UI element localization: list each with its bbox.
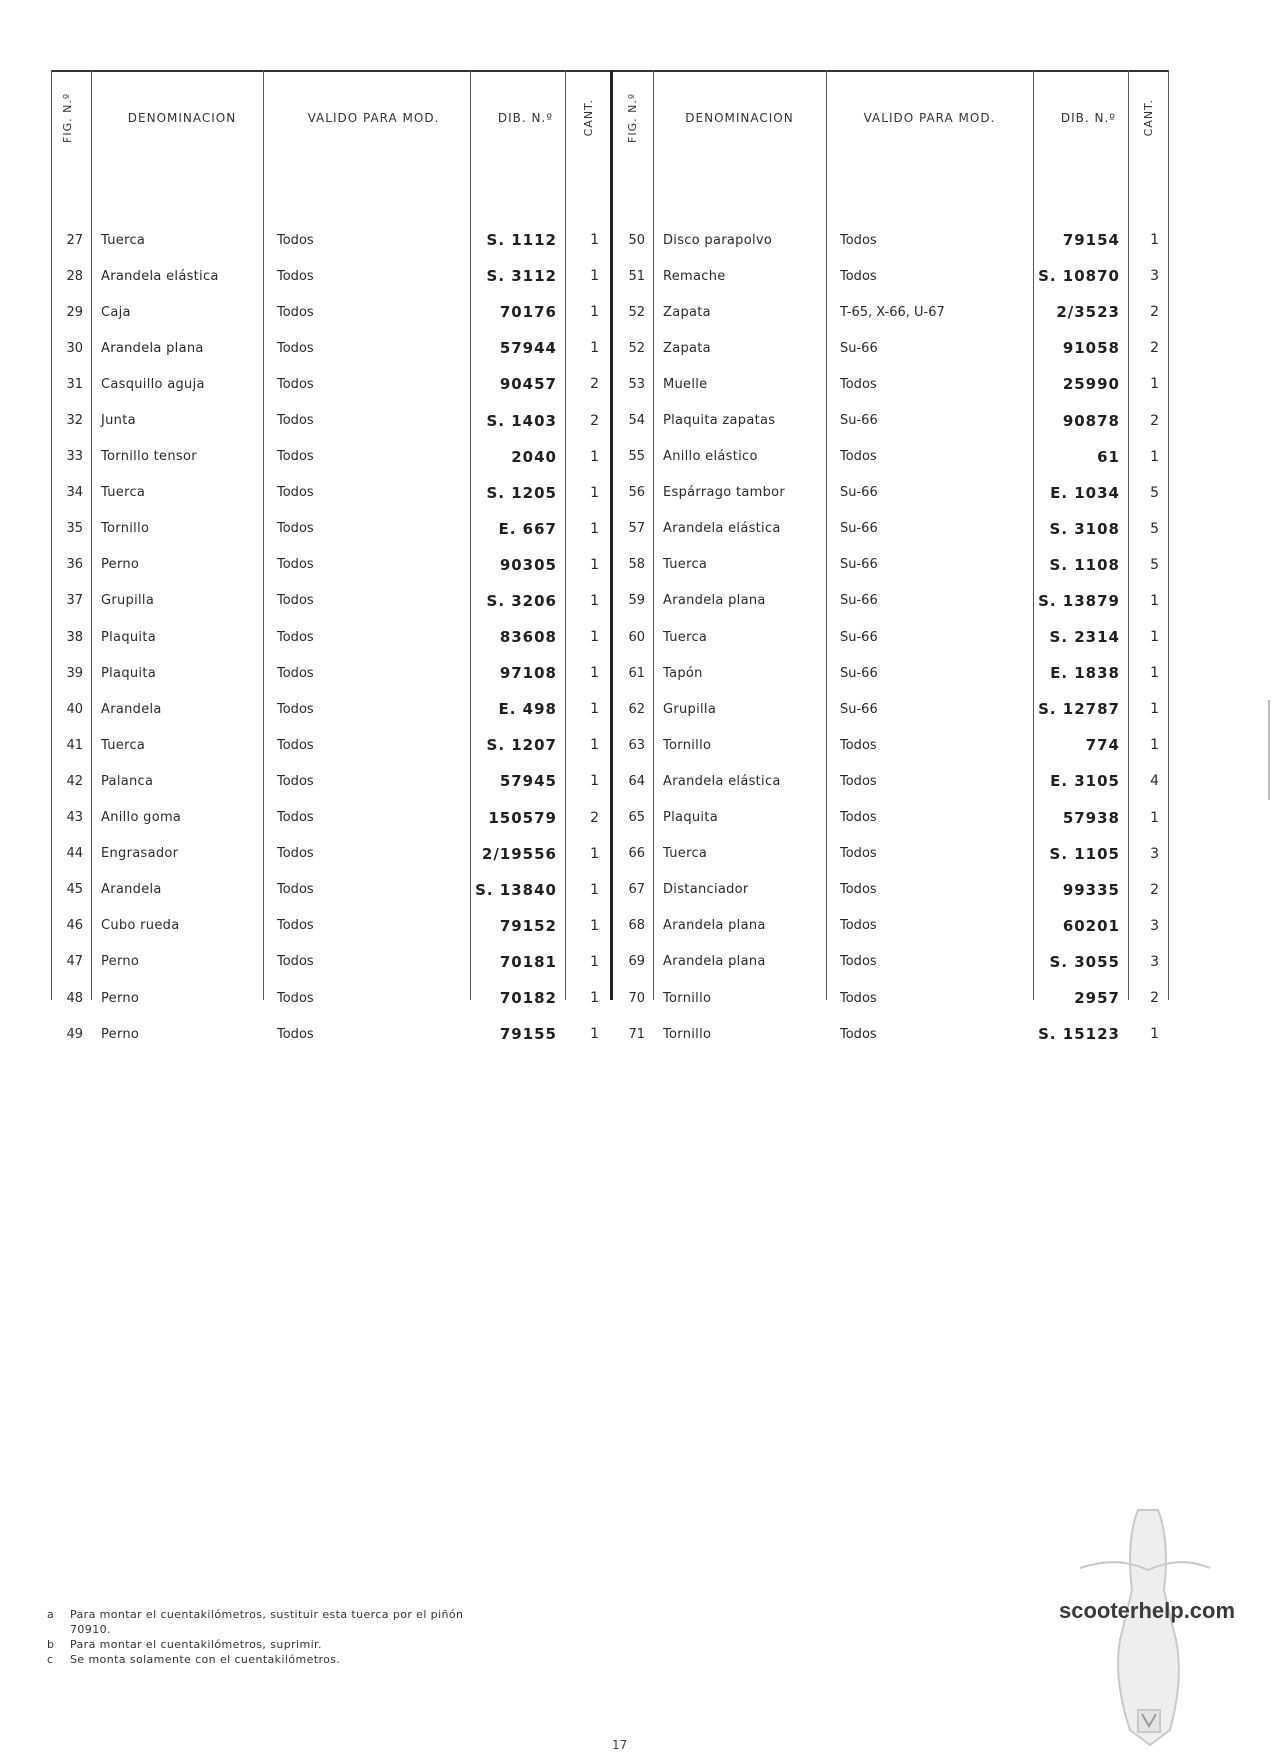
drawing-number: S. 3055 [1049, 952, 1120, 971]
drawing-number: 91058 [1062, 339, 1120, 358]
valid-models: Todos [277, 665, 314, 681]
valid-models: Su-66 [840, 629, 878, 645]
drawing-number: 60201 [1062, 916, 1120, 935]
valid-models: Todos [277, 1026, 314, 1042]
valid-models: Todos [277, 810, 314, 826]
valid-models: Todos [277, 376, 314, 392]
rule-after-dib-right [1128, 70, 1129, 1000]
part-name: Anillo goma [101, 810, 182, 826]
drawing-number: 90457 [499, 375, 557, 394]
fig-number: 45 [66, 882, 83, 898]
part-name: Palanca [101, 773, 154, 789]
fig-number: 43 [66, 810, 83, 826]
drawing-number: 2/3523 [1056, 303, 1120, 322]
fig-number: 27 [66, 232, 83, 248]
fig-number: 31 [66, 376, 83, 392]
quantity: 1 [1150, 809, 1159, 826]
header-valid-left: VALIDO PARA MOD. [307, 111, 440, 125]
scooter-watermark-icon [1060, 1500, 1275, 1751]
drawing-number: S. 1205 [486, 483, 557, 502]
quantity: 1 [590, 665, 599, 682]
valid-models: Su-66 [840, 557, 878, 573]
drawing-number: 83608 [499, 628, 557, 647]
fig-number: 53 [628, 376, 645, 392]
part-name: Tornillo [101, 521, 150, 537]
valid-models: Todos [840, 810, 877, 826]
rule-left-edge [51, 70, 52, 1000]
drawing-number: S. 1108 [1049, 555, 1120, 574]
part-name: Tornillo [663, 990, 712, 1006]
header-name-right: DENOMINACION [685, 111, 794, 125]
quantity: 1 [1150, 737, 1159, 754]
part-name: Tuerca [663, 557, 708, 573]
fig-number: 40 [66, 701, 83, 717]
quantity: 1 [590, 990, 599, 1007]
part-name: Espárrago tambor [663, 485, 786, 501]
valid-models: Todos [277, 773, 314, 789]
drawing-number: S. 13840 [475, 880, 557, 899]
part-name: Zapata [663, 340, 711, 356]
footnote-mark: b [47, 1638, 55, 1651]
part-name: Distanciador [663, 882, 749, 898]
drawing-number: S. 2314 [1049, 628, 1120, 647]
quantity: 2 [1150, 990, 1159, 1007]
part-name: Anillo elástico [663, 449, 758, 465]
drawing-number: 79155 [499, 1025, 557, 1044]
fig-number: 46 [66, 918, 83, 934]
quantity: 3 [1150, 845, 1159, 862]
part-name: Disco parapolvo [663, 232, 773, 248]
quantity: 5 [1150, 556, 1159, 573]
drawing-number: 70176 [499, 303, 557, 322]
part-name: Tuerca [663, 846, 708, 862]
footnote-text: Para montar el cuentakilómetros, sustituir esta tuerca por el piñón [70, 1608, 464, 1621]
rule-after-valid-left [470, 70, 471, 1000]
part-name: Arandela plana [663, 954, 766, 970]
drawing-number: 25990 [1062, 375, 1120, 394]
drawing-number: E. 1838 [1050, 664, 1120, 683]
drawing-number: S. 3108 [1049, 519, 1120, 538]
fig-number: 67 [628, 882, 645, 898]
quantity: 1 [1150, 592, 1159, 609]
valid-models: Todos [277, 304, 314, 320]
valid-models: Todos [277, 593, 314, 609]
quantity: 3 [1150, 917, 1159, 934]
footnote-text: Para montar el cuentakilómetros, suprimir. [70, 1638, 322, 1651]
quantity: 1 [590, 737, 599, 754]
valid-models: Todos [840, 449, 877, 465]
fig-number: 38 [66, 629, 83, 645]
watermark-text: scooterhelp.com [1059, 1598, 1236, 1623]
drawing-number: S. 1207 [486, 736, 557, 755]
drawing-number: S. 1403 [486, 411, 557, 430]
valid-models: Todos [277, 882, 314, 898]
part-name: Plaquita zapatas [663, 413, 776, 429]
part-name: Perno [101, 1026, 140, 1042]
rule-after-valid-right [1033, 70, 1034, 1000]
footnote-c [47, 1652, 567, 1667]
valid-models: Todos [840, 232, 877, 248]
part-name: Arandela elástica [663, 521, 781, 537]
quantity: 2 [590, 376, 599, 393]
drawing-number: S. 12787 [1038, 700, 1120, 719]
part-name: Engrasador [101, 846, 179, 862]
drawing-number: 2957 [1074, 989, 1120, 1008]
fig-number: 37 [66, 593, 83, 609]
drawing-number: E. 1034 [1050, 483, 1120, 502]
drawing-number: 79154 [1062, 231, 1120, 250]
rule-after-name-left [263, 70, 264, 1000]
drawing-number: 70182 [499, 989, 557, 1008]
fig-number: 36 [66, 557, 83, 573]
quantity: 1 [590, 304, 599, 321]
quantity: 1 [590, 556, 599, 573]
drawing-number: 61 [1097, 447, 1120, 466]
valid-models: Todos [277, 954, 314, 970]
quantity: 2 [1150, 304, 1159, 321]
part-name: Tuerca [101, 737, 146, 753]
fig-number: 42 [66, 773, 83, 789]
part-name: Tuerca [101, 232, 146, 248]
rule-right-edge [1168, 70, 1169, 1000]
valid-models: Todos [840, 376, 877, 392]
valid-models: Todos [840, 846, 877, 862]
quantity: 1 [590, 701, 599, 718]
quantity: 1 [590, 340, 599, 357]
part-name: Zapata [663, 304, 711, 320]
part-name: Plaquita [101, 629, 156, 645]
header-name-left: DENOMINACION [127, 111, 237, 125]
fig-number: 71 [628, 1026, 645, 1042]
part-name: Tornillo tensor [101, 449, 197, 465]
fig-number: 66 [628, 846, 645, 862]
valid-models: Todos [277, 413, 314, 429]
valid-models: Todos [840, 268, 877, 284]
fig-number: 52 [628, 340, 645, 356]
fig-number: 48 [66, 990, 83, 1006]
valid-models: Todos [277, 990, 314, 1006]
valid-models: Todos [277, 485, 314, 501]
part-name: Tornillo [663, 737, 712, 753]
fig-number: 44 [66, 846, 83, 862]
quantity: 2 [1150, 412, 1159, 429]
drawing-number: 57944 [499, 339, 557, 358]
footnote-mark: a [47, 1608, 55, 1621]
rule-after-fig-left [91, 70, 92, 1000]
rule-after-name-right [826, 70, 827, 1000]
valid-models: Su-66 [840, 701, 878, 717]
quantity: 1 [590, 232, 599, 249]
valid-models: Su-66 [840, 521, 878, 537]
valid-models: Su-66 [840, 413, 878, 429]
header-valid-right: VALIDO PARA MOD. [863, 111, 996, 125]
fig-number: 33 [66, 449, 83, 465]
quantity: 1 [1150, 232, 1159, 249]
valid-models: Todos [840, 954, 877, 970]
fig-number: 65 [628, 810, 645, 826]
drawing-number: 57945 [499, 772, 557, 791]
part-name: Plaquita [663, 810, 718, 826]
part-name: Cubo rueda [101, 918, 180, 934]
drawing-number: 774 [1085, 736, 1120, 755]
drawing-number: 150579 [488, 808, 557, 827]
quantity: 1 [590, 520, 599, 537]
fig-number: 56 [628, 485, 645, 501]
quantity: 1 [590, 268, 599, 285]
part-name: Arandela [101, 882, 162, 898]
part-name: Casquillo aguja [101, 376, 205, 392]
quantity: 5 [1150, 484, 1159, 501]
valid-models: Todos [840, 1026, 877, 1042]
quantity: 5 [1150, 520, 1159, 537]
part-name: Perno [101, 954, 140, 970]
header-qty-right: CANT. [1142, 99, 1155, 137]
part-name: Junta [101, 413, 136, 429]
drawing-number: 90878 [1062, 411, 1120, 430]
valid-models: Su-66 [840, 665, 878, 681]
part-name: Tornillo [663, 1026, 712, 1042]
drawing-number: 79152 [499, 916, 557, 935]
valid-models: T-65, X-66, U-67 [840, 304, 945, 320]
valid-models: Todos [840, 737, 877, 753]
quantity: 1 [590, 845, 599, 862]
quantity: 4 [1150, 773, 1159, 790]
quantity: 3 [1150, 268, 1159, 285]
fig-number: 70 [628, 990, 645, 1006]
quantity: 1 [1150, 1026, 1159, 1043]
valid-models: Todos [277, 557, 314, 573]
footnote-continuation: 70910. [70, 1623, 111, 1636]
fig-number: 69 [628, 954, 645, 970]
part-name: Arandela elástica [663, 773, 781, 789]
quantity: 1 [590, 953, 599, 970]
quantity: 1 [1150, 376, 1159, 393]
valid-models: Todos [277, 340, 314, 356]
part-name: Perno [101, 990, 140, 1006]
fig-number: 51 [628, 268, 645, 284]
header-fig-left: FIG. N.º [60, 93, 74, 143]
quantity: 2 [1150, 340, 1159, 357]
quantity: 2 [590, 809, 599, 826]
table-row [51, 1016, 1169, 1052]
valid-models: Todos [840, 990, 877, 1006]
part-name: Tuerca [663, 629, 708, 645]
valid-models: Todos [840, 918, 877, 934]
drawing-number: E. 498 [498, 700, 557, 719]
fig-number: 63 [628, 737, 645, 753]
quantity: 1 [1150, 665, 1159, 682]
footnote-text: Se monta solamente con el cuentakilómetros. [70, 1653, 341, 1666]
footnote-b [47, 1637, 567, 1652]
part-name: Grupilla [663, 701, 717, 717]
rule-after-fig-right [653, 70, 654, 1000]
drawing-number: S. 3112 [486, 267, 557, 286]
drawing-number: 97108 [499, 664, 557, 683]
quantity: 3 [1150, 953, 1159, 970]
valid-models: Todos [277, 918, 314, 934]
quantity: 2 [1150, 881, 1159, 898]
drawing-number: S. 3206 [486, 591, 557, 610]
valid-models: Su-66 [840, 485, 878, 501]
footnote-mark: c [47, 1653, 54, 1666]
footnotes [47, 1607, 567, 1667]
valid-models: Todos [277, 232, 314, 248]
fig-number: 59 [628, 593, 645, 609]
fig-number: 62 [628, 701, 645, 717]
header-qty-left: CANT. [581, 99, 595, 137]
drawing-number: S. 1105 [1049, 844, 1120, 863]
part-name: Tuerca [101, 485, 146, 501]
valid-models: Todos [277, 521, 314, 537]
fig-number: 32 [66, 413, 83, 429]
quantity: 1 [1150, 629, 1159, 646]
drawing-number: 99335 [1062, 880, 1120, 899]
part-name: Perno [101, 557, 140, 573]
fig-number: 60 [628, 629, 645, 645]
part-name: Arandela plana [101, 340, 204, 356]
valid-models: Todos [277, 629, 314, 645]
drawing-number: E. 3105 [1050, 772, 1120, 791]
quantity: 1 [590, 881, 599, 898]
rule-after-dib-left [565, 70, 566, 1000]
header-fig-right: FIG. N.º [625, 93, 639, 143]
quantity: 1 [590, 629, 599, 646]
fig-number: 64 [628, 773, 645, 789]
drawing-number: S. 10870 [1038, 267, 1120, 286]
page-number: 17 [612, 1738, 628, 1752]
fig-number: 41 [66, 737, 83, 753]
fig-number: 50 [628, 232, 645, 248]
drawing-number: 2/19556 [481, 844, 557, 863]
valid-models: Su-66 [840, 340, 878, 356]
drawing-number: 70181 [499, 952, 557, 971]
part-name: Remache [663, 268, 726, 284]
valid-models: Todos [277, 737, 314, 753]
drawing-number: 57938 [1062, 808, 1120, 827]
fig-number: 28 [66, 268, 83, 284]
drawing-number: S. 15123 [1038, 1025, 1120, 1044]
drawing-number: E. 667 [498, 519, 557, 538]
footnote-a [47, 1607, 567, 1622]
fig-number: 58 [628, 557, 645, 573]
quantity: 1 [590, 773, 599, 790]
part-name: Arandela elástica [101, 268, 219, 284]
valid-models: Todos [277, 449, 314, 465]
drawing-number: 90305 [499, 555, 557, 574]
part-name: Arandela [101, 701, 162, 717]
fig-number: 54 [628, 413, 645, 429]
fig-number: 52 [628, 304, 645, 320]
valid-models: Todos [277, 268, 314, 284]
quantity: 1 [590, 592, 599, 609]
fig-number: 29 [66, 304, 83, 320]
fig-number: 57 [628, 521, 645, 537]
valid-models: Su-66 [840, 593, 878, 609]
fig-number: 68 [628, 918, 645, 934]
header-dib-right: DIB. N.º [1060, 111, 1116, 125]
rule-center-divider [610, 70, 613, 1000]
fig-number: 55 [628, 449, 645, 465]
part-name: Muelle [663, 376, 708, 392]
part-name: Arandela plana [663, 918, 766, 934]
quantity: 1 [590, 448, 599, 465]
part-name: Caja [101, 304, 131, 320]
valid-models: Todos [840, 773, 877, 789]
quantity: 1 [590, 1026, 599, 1043]
quantity: 1 [1150, 701, 1159, 718]
header-dib-left: DIB. N.º [497, 111, 553, 125]
fig-number: 61 [628, 665, 645, 681]
valid-models: Todos [840, 882, 877, 898]
fig-number: 30 [66, 340, 83, 356]
fig-number: 47 [66, 954, 83, 970]
valid-models: Todos [277, 846, 314, 862]
quantity: 1 [590, 917, 599, 934]
fig-number: 34 [66, 485, 83, 501]
page-edge-mark [1268, 700, 1270, 800]
fig-number: 35 [66, 521, 83, 537]
part-name: Tapón [663, 665, 703, 681]
fig-number: 39 [66, 665, 83, 681]
valid-models: Todos [277, 701, 314, 717]
fig-number: 49 [66, 1026, 83, 1042]
drawing-number: S. 1112 [486, 231, 557, 250]
quantity: 2 [590, 412, 599, 429]
part-name: Arandela plana [663, 593, 766, 609]
part-name: Grupilla [101, 593, 155, 609]
drawing-number: S. 13879 [1038, 591, 1120, 610]
quantity: 1 [1150, 448, 1159, 465]
drawing-number: 2040 [511, 447, 557, 466]
quantity: 1 [590, 484, 599, 501]
part-name: Plaquita [101, 665, 156, 681]
